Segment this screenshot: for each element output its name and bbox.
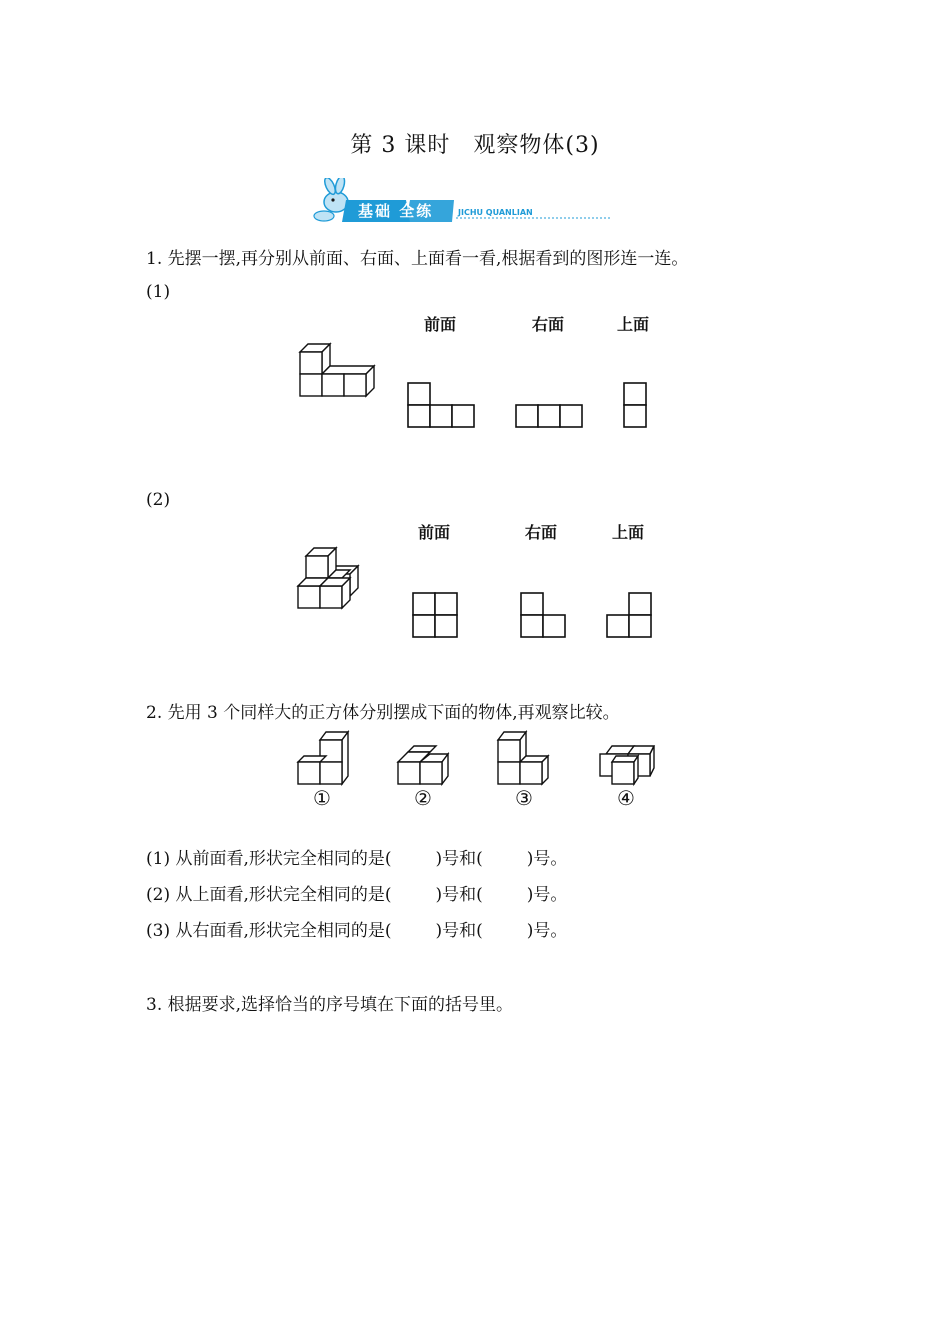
view-label-top-2: 上面 <box>612 523 645 542</box>
view-label-right: 右面 <box>532 315 565 334</box>
question-1-part-1-label: (1) <box>146 282 171 302</box>
view-label-right-2: 右面 <box>525 523 558 542</box>
cube-object-2 <box>292 544 364 612</box>
cube-figure-4 <box>598 744 658 786</box>
page-title: 第 3 课时 观察物体(3) <box>350 133 600 158</box>
question-2-line-1: (1) 从前面看,形状完全相同的是( )号和( )号。 <box>146 849 568 869</box>
question-1-part-2-label: (2) <box>146 490 171 510</box>
view-label-front-2: 前面 <box>418 523 451 542</box>
view-label-front: 前面 <box>424 315 457 334</box>
rabbit-icon <box>306 178 616 228</box>
banner-title: 基础 全练 <box>358 202 434 220</box>
question-2-line-2: (2) 从上面看,形状完全相同的是( )号和( )号。 <box>146 885 568 905</box>
view-shape-1b <box>515 404 585 430</box>
question-1-prompt: 1. 先摆一摆,再分别从前面、右面、上面看一看,根据看到的图形连一连。 <box>146 249 689 269</box>
question-2-prompt: 2. 先用 3 个同样大的正方体分别摆成下面的物体,再观察比较。 <box>146 703 620 723</box>
figure-number-2: ② <box>414 786 432 810</box>
question-2-line-3: (3) 从右面看,形状完全相同的是( )号和( )号。 <box>146 921 568 941</box>
view-shape-1a <box>407 382 477 430</box>
cube-figure-3 <box>496 730 554 786</box>
figure-number-4: ④ <box>617 786 635 810</box>
view-label-top: 上面 <box>617 315 650 334</box>
section-banner <box>306 178 616 232</box>
cube-figure-1 <box>296 730 354 786</box>
figure-number-1: ① <box>313 786 331 810</box>
cube-object-1 <box>290 340 380 400</box>
question-3-prompt: 3. 根据要求,选择恰当的序号填在下面的括号里。 <box>146 995 514 1015</box>
view-shape-2a <box>412 592 460 640</box>
cube-figure-2 <box>396 744 454 786</box>
view-shape-1c <box>623 382 649 430</box>
banner-subtitle: JICHU QUANLIAN <box>458 208 533 217</box>
view-shape-2c <box>606 592 654 640</box>
view-shape-2b <box>520 592 568 640</box>
figure-number-3: ③ <box>515 786 533 810</box>
